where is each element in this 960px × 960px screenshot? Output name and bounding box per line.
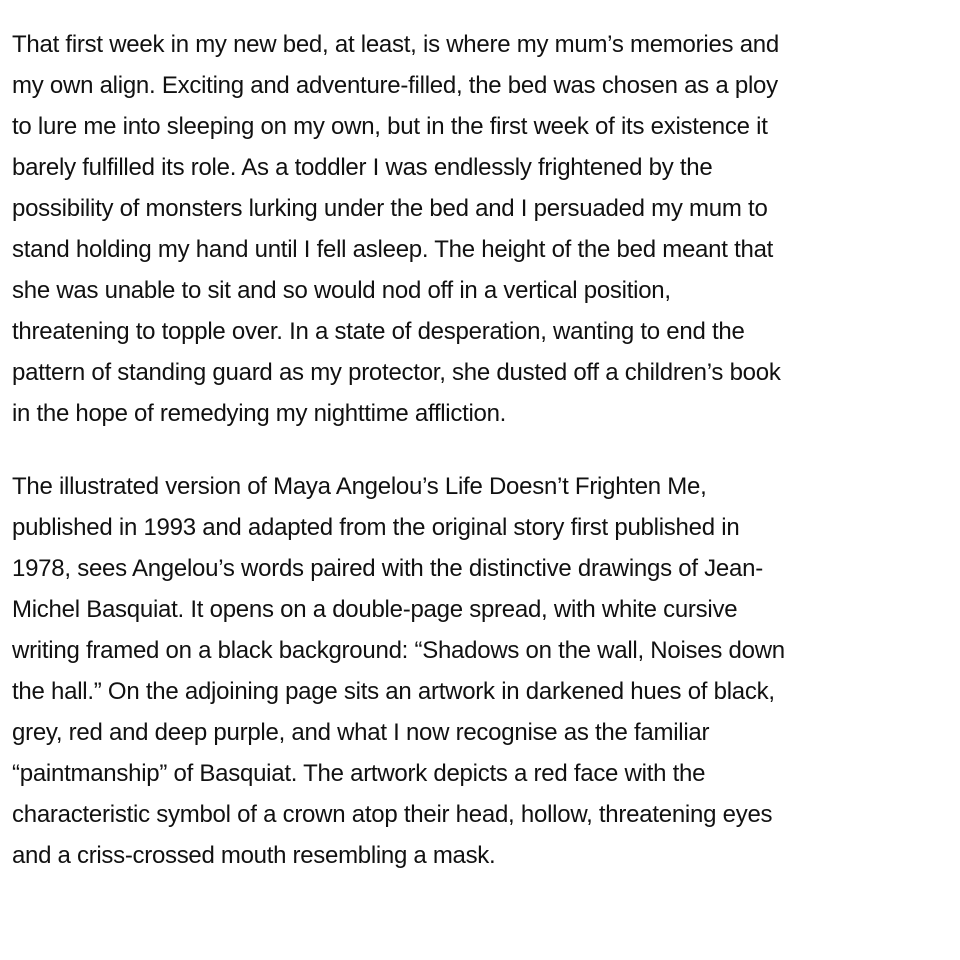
text-line: barely fulfilled its role. As a toddler I was endlessly frightened by the	[12, 154, 713, 181]
text-line: published in 1993 and adapted from the original story first published in	[12, 514, 740, 541]
text-line: 1978, sees Angelou’s words paired with the distinctive drawings of Jean-	[12, 555, 763, 582]
text-line: possibility of monsters lurking under the bed and I persuaded my mum to	[12, 195, 768, 222]
text-line: the hall.” On the adjoining page sits an artwork in darkened hues of black,	[12, 678, 775, 705]
text-line: stand holding my hand until I fell asleep. The height of the bed meant that	[12, 236, 774, 263]
article-body	[12, 24, 952, 908]
text-line: and a criss-crossed mouth resembling a mask.	[12, 842, 496, 869]
text-line: in the hope of remedying my nighttime affliction.	[12, 400, 507, 427]
paragraph-1	[12, 24, 952, 434]
text-line: grey, red and deep purple, and what I now recognise as the familiar	[12, 719, 710, 746]
text-line: characteristic symbol of a crown atop their head, hollow, threatening eyes	[12, 801, 773, 828]
text-line: That first week in my new bed, at least, is where my mum’s memories and	[12, 31, 779, 58]
text-line: pattern of standing guard as my protector, she dusted off a children’s book	[12, 359, 781, 386]
text-line: my own align. Exciting and adventure-filled, the bed was chosen as a ploy	[12, 72, 778, 99]
text-line: “paintmanship” of Basquiat. The artwork depicts a red face with the	[12, 760, 706, 787]
text-line: to lure me into sleeping on my own, but in the first week of its existence it	[12, 113, 768, 140]
text-line: threatening to topple over. In a state of desperation, wanting to end the	[12, 318, 745, 345]
text-line: Michel Basquiat. It opens on a double-page spread, with white cursive	[12, 596, 738, 623]
text-line: she was unable to sit and so would nod off in a vertical position,	[12, 277, 671, 304]
paragraph-2	[12, 466, 952, 876]
text-line: The illustrated version of Maya Angelou’s Life Doesn’t Frighten Me,	[12, 473, 707, 500]
text-line: writing framed on a black background: “Shadows on the wall, Noises down	[12, 637, 785, 664]
